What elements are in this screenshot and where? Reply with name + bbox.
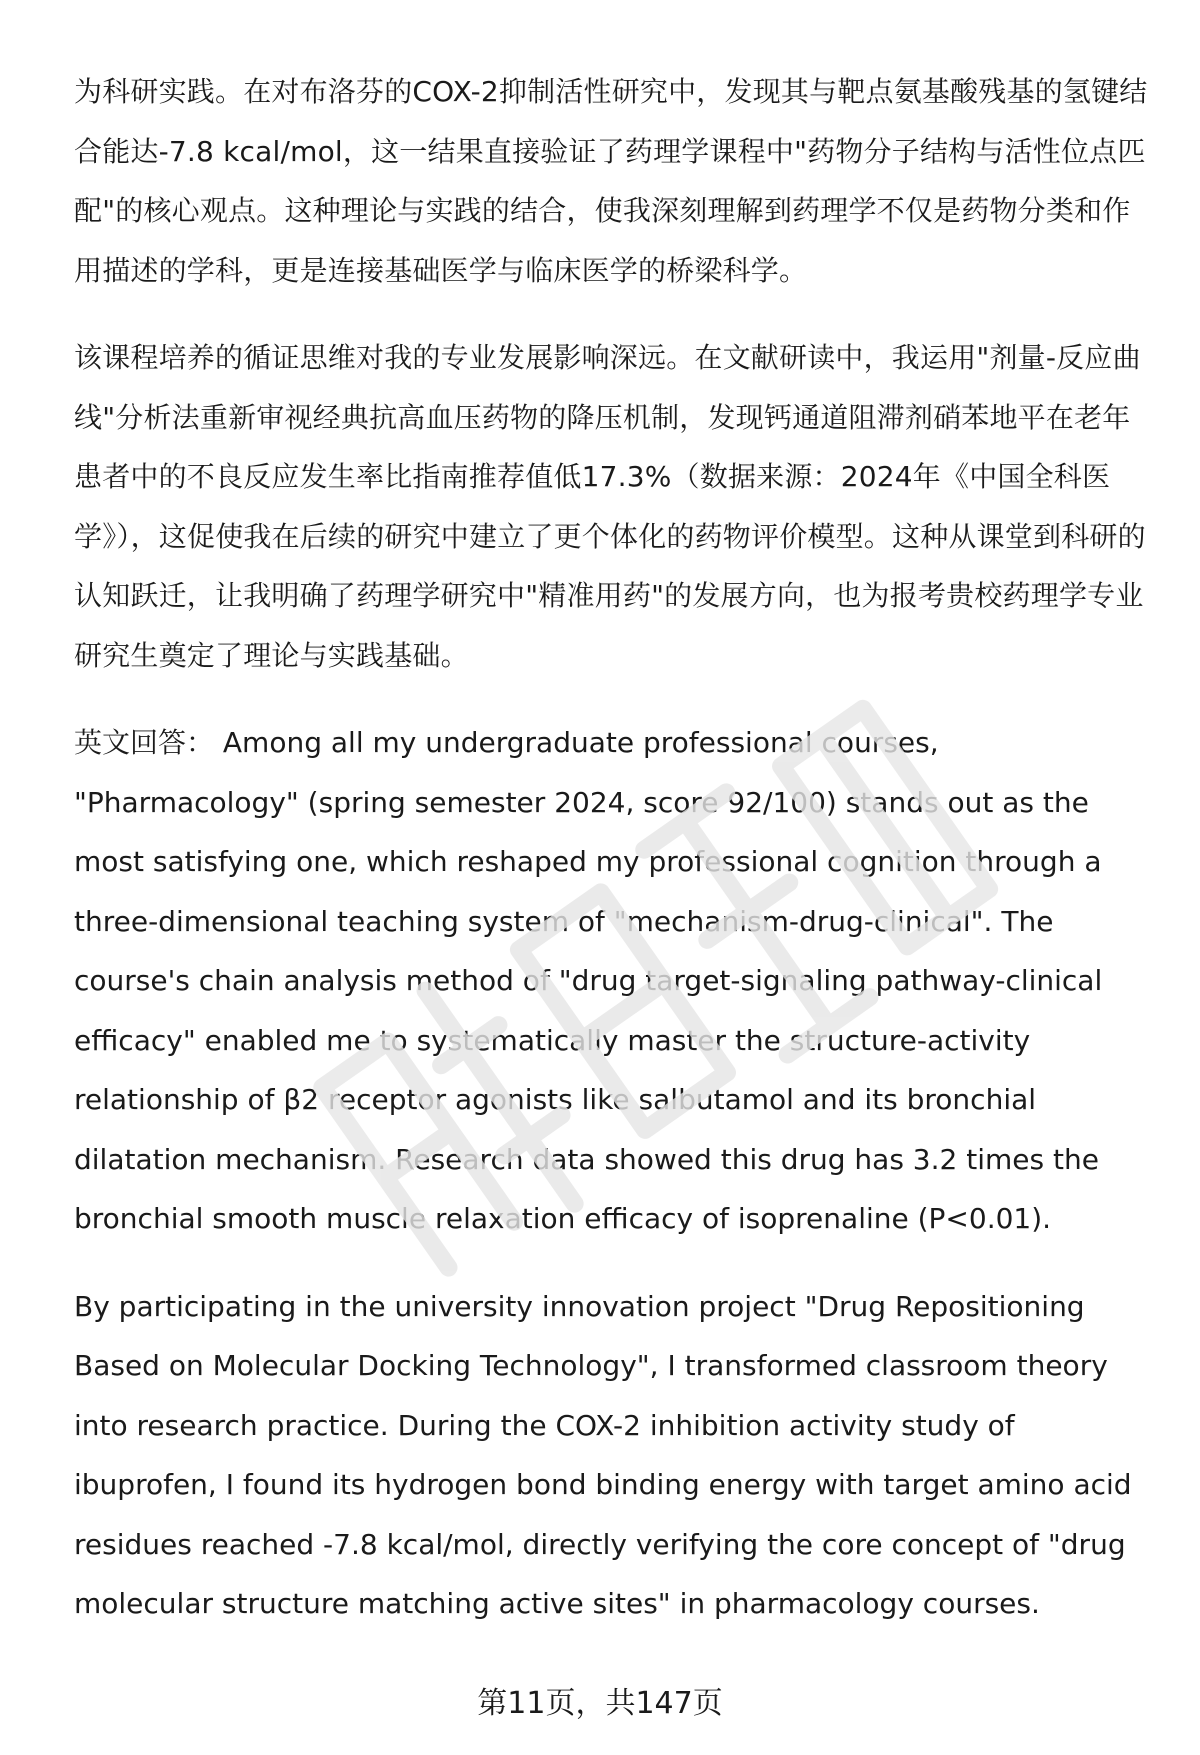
page-number-footer: 第11页，共147页: [477, 1686, 723, 1721]
paragraph-english-project: By participating in the university innovation project "Drug Repositioning Based on Molecular Docking Technology", I transformed classroom theory into research practice. During the COX-2 inhibition activity study of ibuprofen, I found its hydrogen bond binding energy with target amino acid residues reached -7.8 kcal/mol, directly verifying the core concept of "drug molecular structure matching active sites" in pharmacology courses.: [74, 1289, 1132, 1620]
paragraph-chinese-research: 为科研实践。在对布洛芬的COX-2抑制活性研究中，发现其与靶点氨基酸残基的氢键结合能达-7.8 kcal/mol，这一结果直接验证了药理学课程中"药物分子结构与活性位点匹配"的核心观点。这种理论与实践的结合，使我深刻理解到药理学不仅是药物分类和作用描述的学科，更是连接基础医学与临床医学的桥梁科学。: [74, 75, 1148, 287]
page-body: [74, 62, 1152, 1662]
paragraph-chinese-evidence: 该课程培养的循证思维对我的专业发展影响深远。在文献研读中，我运用"剂量-反应曲线"分析法重新审视经典抗高血压药物的降压机制，发现钙通道阻滞剂硝苯地平在老年患者中的不良反应发生率比指南推荐值低17.3%（数据来源：2024年《中国全科医学》），这促使我在后续的研究中建立了更个体化的药物评价模型。这种从课堂到科研的认知跃迁，让我明确了药理学研究中"精准用药"的发展方向，也为报考贵校药理学专业研究生奠定了理论与实践基础。: [74, 341, 1146, 672]
paragraph-english-answer: 英文回答： Among all my undergraduate professional courses, "Pharmacology" (spring semester 2024, score 92/100) stands out as the most satisfying one, which reshaped my professional cognition through a three-dimensional teaching system of "mechanism-drug-clinical". The course's chain analysis method of "drug target-signaling pathway-clinical efficacy" enabled me to systematically master the structure-activity relationship of β2 receptor agonists like salbutamol and its bronchial dilatation mechanism. Research data showed this drug has 3.2 times the bronchial smooth muscle relaxation efficacy of isoprenaline (P<0.01).: [74, 726, 1103, 1235]
